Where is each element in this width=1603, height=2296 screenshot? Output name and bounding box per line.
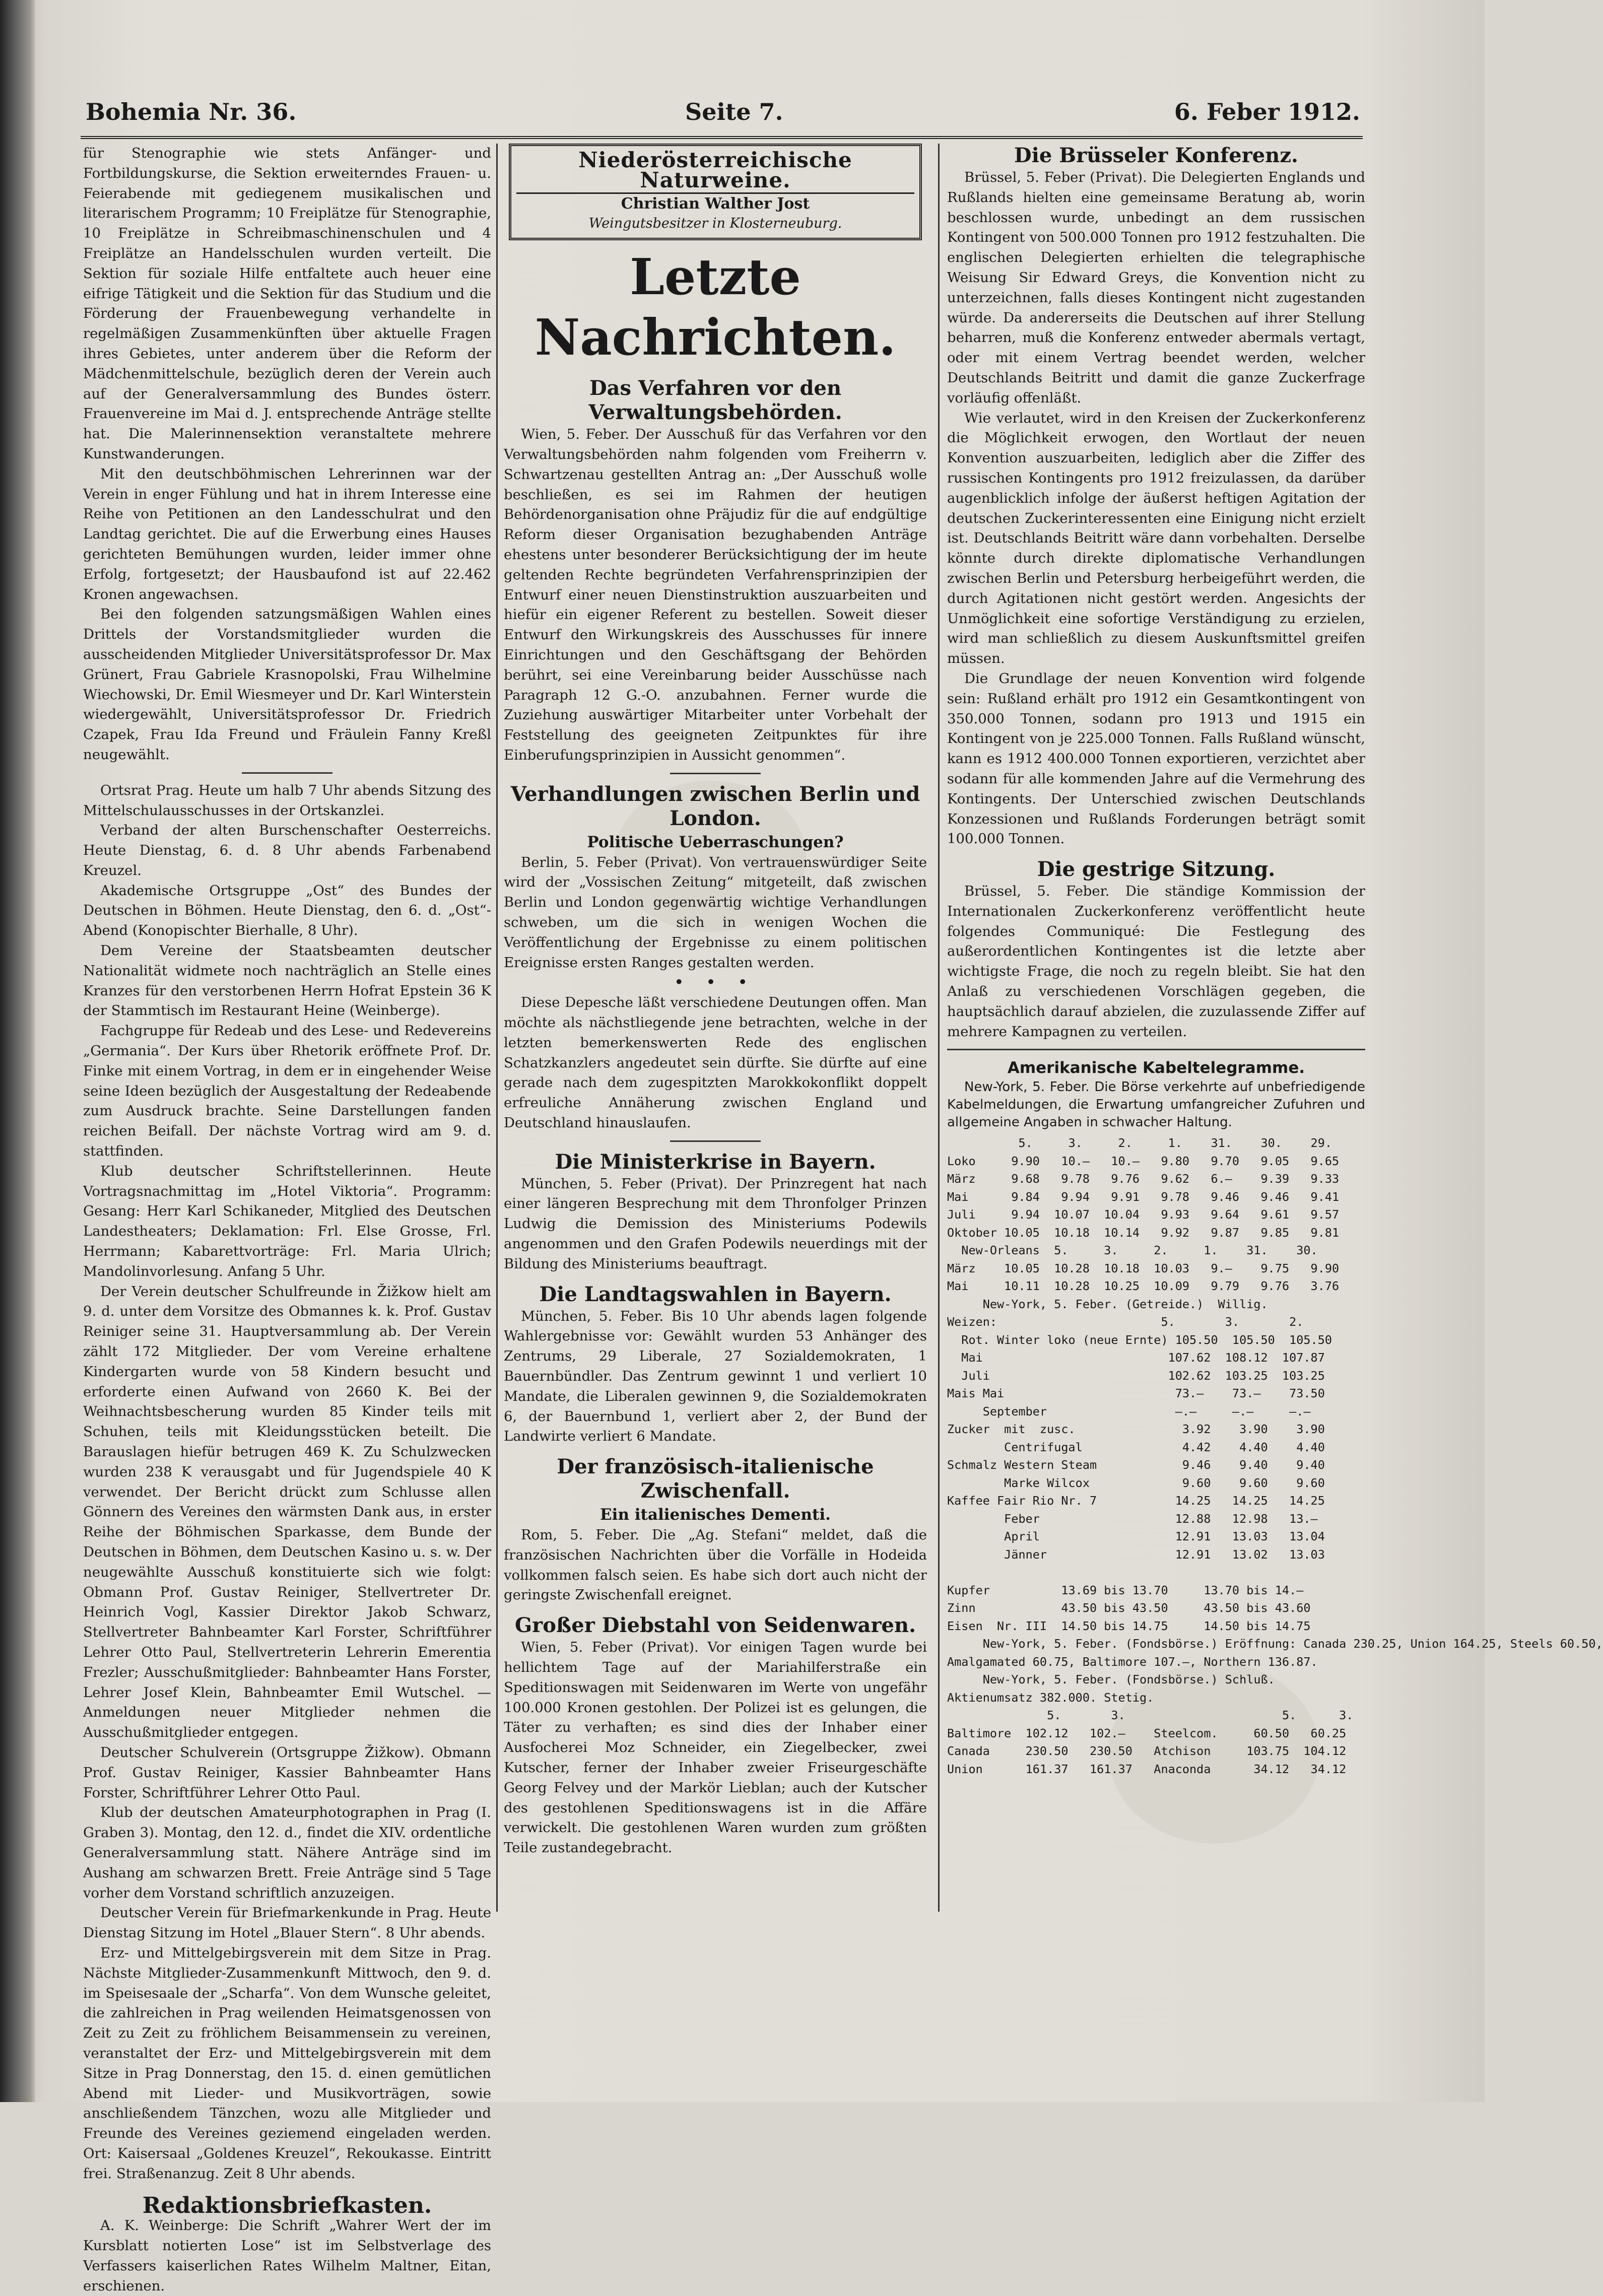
market-row: Mai 10.11 10.28 10.25 10.09 9.79 9.76 3.76 (947, 1279, 1340, 1294)
article-subheading: Politische Ueberraschungen? (587, 833, 844, 851)
article-paragraph: München, 5. Feber (Privat). Der Prinzregent hat nach einer längeren Besprechung mit dem Thronfolger Prinzen Ludwig die Demission des Ministeriums Podewils angenommen und den Grafen Podewils neuerdings mit der Bildung des Ministeriums beauftragt. (504, 1175, 927, 1272)
article-paragraph: Mit den deutschböhmischen Lehrerinnen war der Verein in enger Fühlung und hat in ihrem Interesse eine Reihe von Petitionen an den Landesschulrat und den Landtag gerichtet. Die auf die Erwerbung eines Hauses gerichteten Bemühungen wurden, leider immer ohne Erfolg, fortgesetzt; der Hausbaufond ist auf 22.462 Kronen angewachsen. (83, 465, 491, 602)
header-page-number: Seite 7. (685, 98, 783, 125)
column-rule (938, 144, 940, 1912)
market-row: Amalgamated 60.75, Baltimore 107.—, Northern 136.87. (947, 1654, 1318, 1669)
market-row: September —.— —.— —.— (947, 1404, 1311, 1419)
separator-rule (242, 772, 332, 774)
market-row: Zucker mit zusc. 3.92 3.90 3.90 (947, 1422, 1325, 1437)
market-row: Juli 102.62 103.25 103.25 (947, 1368, 1325, 1383)
header-rule (81, 136, 1363, 139)
market-row: Marke Wilcox 9.60 9.60 9.60 (947, 1475, 1325, 1490)
article-heading: Die Ministerkrise in Bayern. (555, 1150, 876, 1174)
market-row: 5. 3. 2. 1. 31. 30. 29. (947, 1136, 1332, 1151)
notice-paragraph: Klub deutscher Schriftstellerinnen. Heute Vortragsnachmittag im „Hotel Viktoria“. Programm: Gesang: Herr Karl Schikaneder, Mitglied des Deutschen Landestheaters; Deklamation: Frl. Else Grosse, Frl. Herrmann; Kabarettvorträge: Frl. Maria Ulrich; Mandolinvorlesung. Anfang 5 Uhr. (83, 1163, 491, 1279)
market-row: Rot. Winter loko (neue Ernte) 105.50 105.50 105.50 (947, 1332, 1332, 1347)
article-paragraph: Wien, 5. Feber. Der Ausschuß für das Verfahren vor den Verwaltungsbehörden nahm folgenden vom Freiherrn v. Schwartzenau gestellten Antrag an: „Der Ausschuß wolle beschließen, es sei im Rahmen der heutigen Behördenorganisation ohne Präjudiz für die auf endgültige Reform dieser Organisation bezughabenden Anträge ehestens unter besonderer Berücksichtigung der im heute geltenden Rechte begründeten Verfahrensprinzipien der Entwurf einer neuen Dienstinstruktion auszuarbeiten und hiefür ein eigener Referent zu bestellen. Soweit dieser Entwurf den Wirkungskreis des Ausschusses für innere Einrichtungen und den Geschäftsgang der Behörden berührt, sei eine Vereinbarung beider Ausschüsse nach Paragraph 12 G.-O. anzubahnen. Ferner wurde die Zuziehung auswärtiger Mitarbeiter unter Vorbehalt der Feststellung des geeigneten Zeitpunktes für ihre Einberufungsprinzipien in Aussicht genommen“. (504, 426, 927, 763)
market-intro: New-York, 5. Feber. Die Börse verkehrte auf unbefriedigende Kabelmeldungen, die Erwartung umfangreicher Zufuhren und allgemeine Angaben in schwacher Haltung. (947, 1079, 1365, 1130)
article-heading: Die Landtagswahlen in Bayern. (539, 1282, 892, 1306)
market-row: Eisen Nr. III 14.50 bis 14.75 14.50 bis 14.75 (947, 1618, 1311, 1633)
article-paragraph: Brüssel, 5. Feber. Die ständige Kommission der Internationalen Zuckerkonferenz veröffentlicht heute folgendes Communiqué: Die Festlegung des außerordentlichen Kontingentes ist die letzte aber wichtigste Frage, die noch zu regeln bleibt. Sie hat den Anlaß zu verschiedenen Vorschlägen gegeben, die hauptsächlich darauf abzielen, die zuzulassende Ziffer auf mehrere Kampagnen zu verteilen. (947, 883, 1365, 1040)
article-heading: Die Brüsseler Konferenz. (1014, 144, 1298, 167)
market-row: Zinn 43.50 bis 43.50 43.50 bis 43.60 (947, 1601, 1311, 1615)
article-paragraph: Bei den folgenden satzungsmäßigen Wahlen eines Drittels der Vorstandsmitglieder wurden die ausscheidenden Mitglieder Universitätsprofessor Dr. Max Grünert, Frau Gabriele Krasnopolski, Frau Wilhelmine Wiechowski, Dr. Emil Wiesmeyer und Dr. Karl Winterstein wiedergewählt, Universitätsprofessor Dr. Friedrich Czapek, Frau Ida Freund und Fräulein Fanny Kreßl neugewählt. (83, 606, 492, 763)
article-paragraph: Rom, 5. Feber. Die „Ag. Stefani“ meldet, daß die französischen Nachrichten über die Vorfälle in Hodeida vollkommen falsch seien. Es habe sich dort auch nicht der geringste Zwischenfall ereignet. (504, 1527, 927, 1603)
ad-title: Niederösterreichische Naturweine. (516, 150, 914, 194)
notice-paragraph: Fachgruppe für Redeab und des Lese- und Redevereins „Germania“. Der Kurs über Rhetorik eröffnete Prof. Dr. Finke mit einem Vortrag, in dem er in eingehender Weise seine Ideen bezüglich der Ausgestaltung der Redeabende zum Ausdruck brachte. Seine Darstellungen fanden reichen Beifall. Der nächste Vortrag wird am 9. d. stattfinden. (83, 1023, 491, 1160)
notice-paragraph: Erz- und Mittelgebirgsverein mit dem Sitze in Prag. Nächste Mitglieder-Zusammenkunft Mittwoch, den 9. d. im Speisesaale der „Scharfa“. Von dem Wunsche geleitet, die zahlreichen in Prag weilenden Heimatsgenossen von Zeit zu Zeit zu fröhlichem Beisammensein zu vereinen, veranstaltet der Erz- und Mittelgebirgsverein mit dem Sitze in Prag Donnerstag, den 15. d. einen gemütlichen Abend mit Lieder- und Musikvorträgen, sowie anschließendem Tänzchen, wozu alle Mitglieder und Freunde des Vereines geziemend eingeladen werden. Ort: Kaisersaal „Goldenes Kreuzel“, Rekoukasse. Eintritt frei. Straßenanzug. Zeit 8 Uhr abends. (83, 1944, 491, 2182)
article-heading: Großer Diebstahl von Seidenwaren. (514, 1613, 916, 1638)
article-paragraph: Diese Depesche läßt verschiedene Deutungen offen. Man möchte als nächstliegende jene betrachten, welche in der letzten bemerkenswerten Rede des englischen Schatzkanzlers angedeutet sein dürfte. Sie dürfte auf eine gerade nach dem zugespitzten Marokkokonflikt doppelt erfreuliche Annäherung zwischen England und Deutschland hinauslaufen. (504, 994, 927, 1131)
notice-paragraph: Dem Vereine der Staatsbeamten deutscher Nationalität widmete noch nachträglich an Stelle eines Kranzes für den verstorbenen Herrn Hofrat Epstein 36 K der Stammtisch im Restaurant Heine (Weinberge). (83, 942, 491, 1019)
market-row: Oktober 10.05 10.18 10.14 9.92 9.87 9.85 9.81 (947, 1225, 1340, 1240)
column-2 (504, 144, 927, 1892)
market-row: Mais Mai 73.— 73.— 73.50 (947, 1386, 1325, 1401)
article-paragraph: Die Grundlage der neuen Konvention wird folgende sein: Rußland erhält pro 1912 ein Gesamtkontingent von 350.000 Tonnen, sodann pro 1913 und 1915 ein Kontingent von je 225.000 Tonnen. Falls Rußland wünscht, kann es 1912 400.000 Tonnen exportieren, verzichtet aber sodann für alle kommenden Jahre auf die Vermehrung des Kontingents. Der Unterschied zwischen Deutschlands Konzessionen und Rußlands Forderungen beträgt somit 100.000 Tonnen. (947, 670, 1365, 847)
article-paragraph: Wie verlautet, wird in den Kreisen der Zuckerkonferenz die Möglichkeit erwogen, den Wortlaut der neuen Konvention auszuarbeiten, lediglich aber die Ziffer des russischen Kontingents pro 1912 freizulassen, da darüber augenblicklich infolge der äußerst heftigen Agitation der deutschen Zuckerinteressenten eine Einigung nicht erzielt ist. Deutschlands Beitritt wäre dann vorbehalten. Derselbe könnte durch direkte diplomatische Verhandlungen zwischen Berlin und Petersburg herbeigeführt werden, die durch Agitationen nicht gestört werden. Angesichts der Unmöglichkeit eine sofortige Verständigung zu erzielen, wird man schließlich zu diesem Auskunftsmittel greifen müssen. (947, 410, 1365, 667)
article-heading: Der französisch-italienische Zwischenfall. (557, 1455, 874, 1503)
page-header (86, 98, 1360, 133)
notice-paragraph: Deutscher Schulverein (Ortsgruppe Žižkow). Obmann Prof. Gustav Reiniger, Kassier Bahnbeamter Hans Forster, Schriftführer Lehrer Otto Paul. (83, 1744, 491, 1801)
main-heading: Letzte Nachrichten. (535, 248, 896, 367)
market-row: März 10.05 10.28 10.18 10.03 9.— 9.75 9.90 (947, 1261, 1340, 1275)
market-row: Kupfer 13.69 bis 13.70 13.70 bis 14.— (947, 1583, 1304, 1597)
briefkasten-text: A. K. Weinberge: Die Schrift „Wahrer Wert der im Kursblatt notierten Lose“ ist im Selbstverlage des Verfassers kaiserlichen Rates Wilhelm Maltner, Eitan, erschienen. (83, 2217, 491, 2294)
market-heading: Amerikanische Kabeltelegramme. (1007, 1059, 1305, 1077)
separator-rule (947, 1049, 1365, 1050)
market-row: Schmalz Western Steam 9.46 9.40 9.40 (947, 1458, 1325, 1472)
header-issue: Bohemia Nr. 36. (86, 98, 297, 125)
dots-divider: • • • (675, 974, 756, 991)
header-date: 6. Feber 1912. (1174, 98, 1360, 125)
market-row: New-York, 5. Feber. (Getreide.) Willig. (947, 1297, 1268, 1311)
market-row: Juli 9.94 10.07 10.04 9.93 9.64 9.61 9.57 (947, 1207, 1340, 1222)
column-rule (496, 144, 498, 1912)
market-row: Baltimore 102.12 102.— Steelcom. 60.50 60.25 (947, 1726, 1347, 1740)
notice-paragraph: Ortsrat Prag. Heute um halb 7 Uhr abends Sitzung des Mittelschulausschusses in der Ortskanzlei. (83, 782, 491, 819)
ad-subtitle: Weingutsbesitzer in Klosterneuburg. (588, 216, 842, 232)
wine-advertisement (509, 144, 922, 240)
article-paragraph: Berlin, 5. Feber (Privat). Von vertrauenswürdiger Seite wird der „Vossischen Zeitung“ mitgeteilt, daß zwischen Berlin und London gegenwärtig wichtige Verhandlungen schweben, um die sich in wenigen Wochen die Veröffentlichung der Ergebnisse zu einem politischen Ereignisse ersten Ranges gestalten werden. (504, 854, 927, 971)
market-row: Union 161.37 161.37 Anaconda 34.12 34.12 (947, 1762, 1347, 1776)
article-heading: Verhandlungen zwischen Berlin und London. (510, 782, 920, 830)
page-binding-shadow (0, 0, 35, 2102)
article-paragraph: Brüssel, 5. Feber (Privat). Die Delegierten Englands und Rußlands hielten eine gemeinsame Beratung ab, worin beschlossen wurde, unbedingt an dem russischen Kontingent von 500.000 Tonnen pro 1912 festzuhalten. Die englischen Delegierten erhielten die telegraphische Weisung Sir Edward Greys, die Konvention nicht zu unterzeichnen, falls dieses Kontingent nicht zugestanden würde. Da andererseits die Deutschen auf ihrer Stellung beharren, muß die Konferenz entweder abermals vertagt, oder mit einem Vertrag beendet werden, welcher Deutschlands Beitritt und damit die ganze Zuckerfrage vorläufig offenläßt. (947, 169, 1365, 406)
section-heading-briefkasten: Redaktionsbriefkasten. (142, 2193, 432, 2219)
market-row: April 12.91 13.03 13.04 (947, 1529, 1325, 1544)
article-paragraph: München, 5. Feber. Bis 10 Uhr abends lagen folgende Wahlergebnisse vor: Gewählt wurden 53 Anhänger des Zentrums, 29 Liberale, 27 Sozialdemokraten, 1 Bauernbündler. Das Zentrum gewinnt 1 und verliert 10 Mandate, die Liberalen gewinnen 9, die Sozialdemokraten 6, der Bauernbund 1, verliert aber 2, der Bund der Landwirte verliert 6 Mandate. (504, 1308, 927, 1445)
market-row: Weizen: 5. 3. 2. (947, 1315, 1304, 1329)
market-row: Loko 9.90 10.— 10.— 9.80 9.70 9.05 9.65 (947, 1154, 1340, 1168)
market-quotes-table (947, 1134, 1603, 1778)
market-row: Kaffee Fair Rio Nr. 7 14.25 14.25 14.25 (947, 1494, 1325, 1508)
separator-rule (670, 773, 761, 774)
market-row: New-York, 5. Feber. (Fondsbörse.) Schluß. (947, 1672, 1275, 1687)
notice-paragraph: Verband der alten Burschenschafter Oesterreichs. Heute Dienstag, 6. d. 8 Uhr abends Farbenabend Kreuzel. (83, 822, 491, 879)
ad-name: Christian Walther Jost (621, 194, 810, 213)
market-row: 5. 3. 5. 3. (947, 1708, 1354, 1723)
notice-paragraph: Akademische Ortsgruppe „Ost“ des Bundes der Deutschen in Böhmen. Heute Dienstag, den 6. d. „Ost“-Abend (Konopischter Bierhalle, 8 Uhr). (83, 882, 491, 939)
market-row: Aktienumsatz 382.000. Stetig. (947, 1690, 1154, 1705)
market-row: Mai 9.84 9.94 9.91 9.78 9.46 9.46 9.41 (947, 1189, 1340, 1204)
market-row: New-Orleans 5. 3. 2. 1. 31. 30. (947, 1243, 1318, 1258)
market-row: Centrifugal 4.42 4.40 4.40 (947, 1440, 1325, 1454)
separator-rule (670, 1140, 761, 1142)
article-subheading: Ein italienisches Dementi. (600, 1506, 831, 1524)
article-paragraph: für Stenographie wie stets Anfänger- und Fortbildungskurse, die Sektion erweiterndes Frauen- u. Feierabende mit gediegenem musikalischen und literarischem Programm; 10 Freiplätze für Stenographie, 10 Freiplätze in Schreibmaschinenschulen und 4 Freiplätze an Handelsschulen wurden verteilt. Die Sektion für soziale Hilfe entfaltete auch heuer eine eifrige Tätigkeit und die Sektion für das Studium und die Förderung der Frauenbewegung verhandelte in regelmäßigen Zusammenkünften über aktuelle Fragen ihres Gebietes, unter anderem über die Reform der Mädchenmittelschule, bezüglich deren der Verein auch auf der Generalversammlung des Bundes österr. Frauenvereine im Mai d. J. entsprechende Anträge stellte hat. Die Malerinnensektion veranstaltete mehrere Kunstwanderungen. (83, 145, 491, 462)
notice-paragraph: Deutscher Verein für Briefmarkenkunde in Prag. Heute Dienstag Sitzung im Hotel „Blauer Stern“. 8 Uhr abends. (83, 1905, 491, 1941)
market-row (947, 1564, 1365, 1582)
market-row: Canada 230.50 230.50 Atchison 103.75 104.12 (947, 1744, 1347, 1759)
article-paragraph: Wien, 5. Feber (Privat). Vor einigen Tagen wurde bei hellichtem Tage auf der Mariahilferstraße ein Speditionswagen mit Seidenwaren im Werte von ungefähr 100.000 Kronen gestohlen. Der Polizei ist es gelungen, die Täter zu verhaften; es sind dies der Inhaber einer Ausfocherei Moz Schneider, ein Ziegelbecker, zwei Kutscher, ferner der Inhaber zweier Friseurgeschäfte Georg Felvey und der Markör Lieblan; auch der Kutscher des gestohlenen Speditionswagens ist in die Affäre verwickelt. Die gestohlenen Waren wurden zum größten Teile zustandegebracht. (504, 1639, 927, 1856)
market-row: New-York, 5. Feber. (Fondsbörse.) Eröffnung: Canada 230.25, Union 164.25, Steels 60.50, (947, 1637, 1603, 1651)
market-row: März 9.68 9.78 9.76 9.62 6.— 9.39 9.33 (947, 1172, 1340, 1186)
article-heading: Das Verfahren vor den Verwaltungsbehörden. (588, 376, 842, 425)
market-row: Feber 12.88 12.98 13.— (947, 1511, 1318, 1526)
column-1 (83, 144, 492, 2294)
market-row: Jänner 12.91 13.02 13.03 (947, 1547, 1325, 1562)
column-3 (947, 144, 1603, 1917)
notice-paragraph: Der Verein deutscher Schulfreunde in Žižkow hielt am 9. d. unter dem Vorsitze des Obmannes k. k. Prof. Gustav Reiniger seine 31. Hauptversammlung ab. Der Verein zählt 172 Mitglieder. Der vom Vereine erhaltene Kindergarten wurde von 58 Kindern besucht und erforderte einen Aufwand von 2660 K. Bei der Weihnachtsbescherung wurden 85 Kinder teils mit Schuhen, teils mit Kleidungsstücken beteilt. Die Barauslagen hiefür betrugen 469 K. Zu Schulzwecken wurden 238 K verausgabt und für Jugendspiele 40 K verwendet. Der Bericht drückt zum Schlusse allen Gönnern des Vereines den wärmsten Dank aus, in erster Reihe der Böhmischen Sparkasse, dem Bunde der Deutschen in Böhmen, dem Deutschen Kasino u. s. w. Der neugewählte Ausschuß konstituierte sich wie folgt: Obmann Prof. Gustav Reiniger, Stellvertreter Dr. Heinrich Vogl, Kassier Direktor Jakob Schwarz, Stellvertreter Bahnbeamter Karl Forster, Schriftführer Lehrer Otto Paul, Stellvertreterin Lehrerin Emerentia Frezler; Ausschußmitglieder: Bahnbeamter Hans Forster, Lehrer Josef Klein, Bahnbeamter Emil Wutschel. — Anmeldungen neuer Mitglieder nehmen die Ausschußmitglieder entgegen. (83, 1283, 491, 1741)
notice-paragraph: Klub der deutschen Amateurphotographen in Prag (I. Graben 3). Montag, den 12. d., findet die XIV. ordentliche Generalversammlung statt. Nähere Anträge sind im Aushang am schwarzen Brett. Freie Anträge sind 5 Tage vorher dem Vorstand schriftlich anzuzeigen. (83, 1804, 491, 1901)
market-row: Mai 107.62 108.12 107.87 (947, 1350, 1325, 1365)
article-heading: Die gestrige Sitzung. (1037, 857, 1276, 882)
